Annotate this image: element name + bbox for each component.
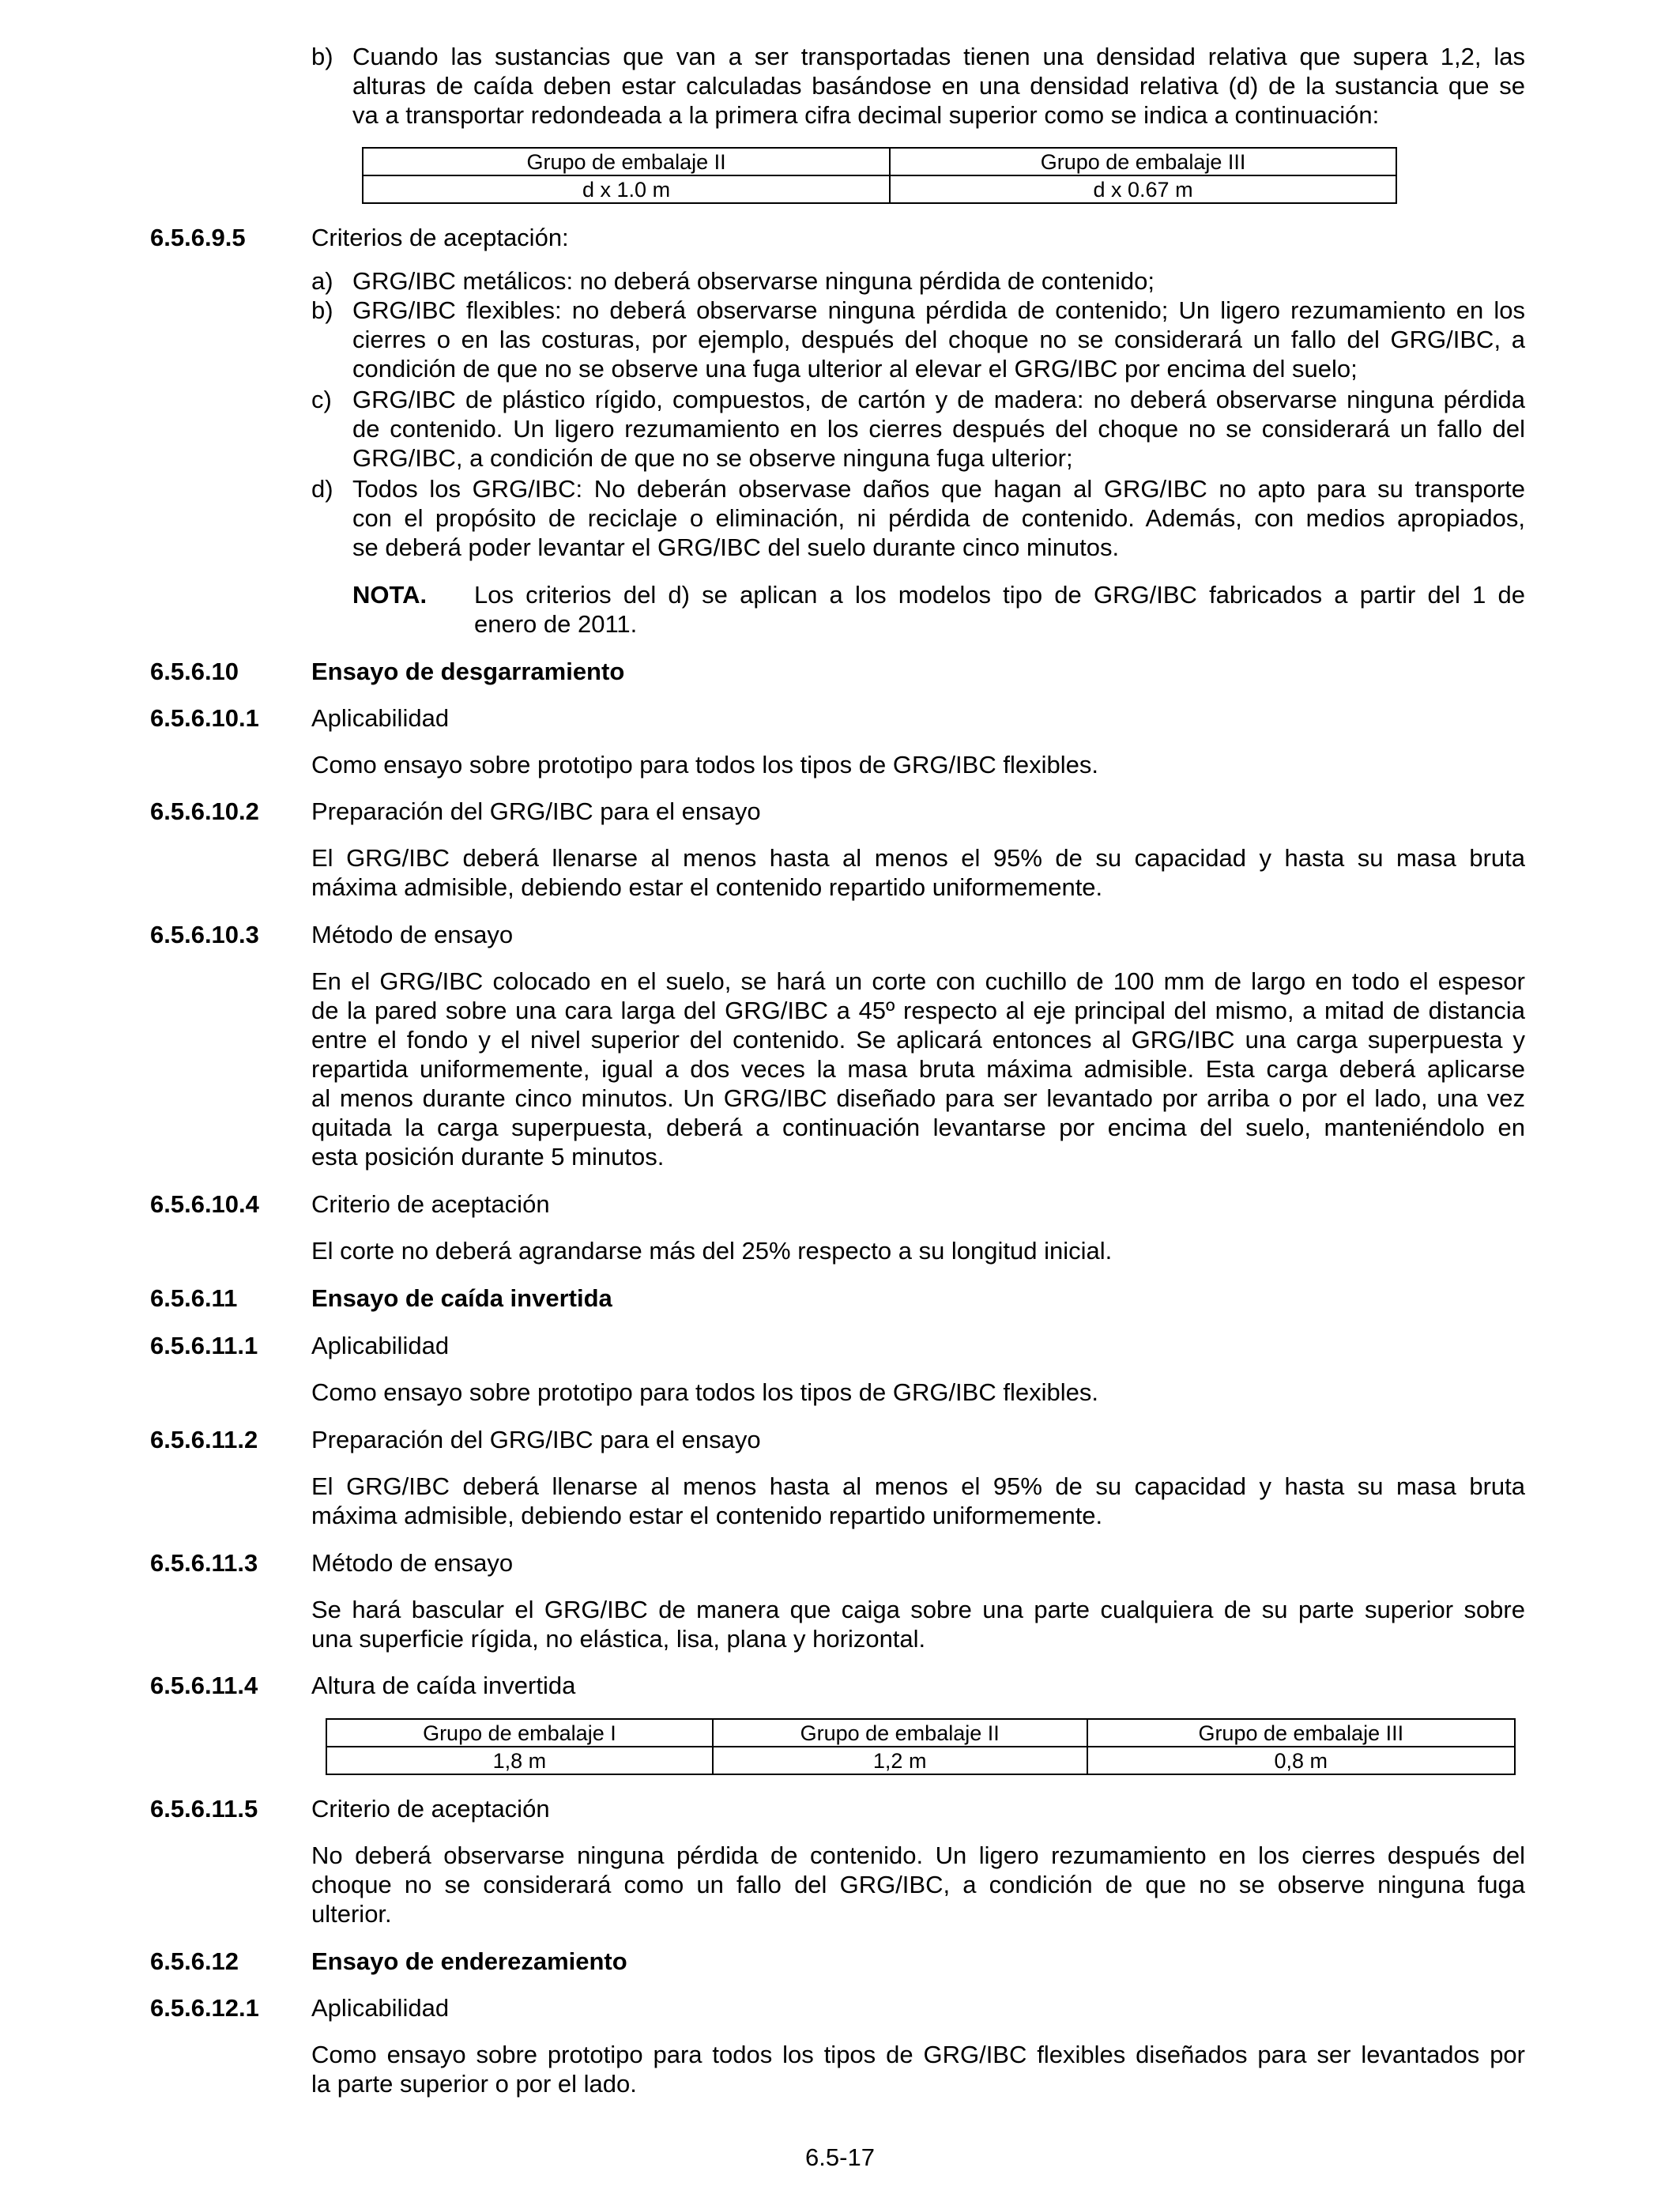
paragraph: No deberá observarse ninguna pérdida de contenido. Un ligero rezumamiento en los cierres después del <box>311 1842 1525 1869</box>
table-header-cell: Grupo de embalaje III <box>1087 1719 1515 1747</box>
list-item-label: d) <box>311 475 333 503</box>
paragraph: esta posición durante 5 minutos. <box>311 1143 665 1171</box>
section-title: Altura de caída invertida <box>311 1672 576 1699</box>
section-number: 6.5.6.10.2 <box>150 797 259 825</box>
section-number: 6.5.6.11.1 <box>150 1332 258 1359</box>
table-header-cell: Grupo de embalaje II <box>713 1719 1087 1747</box>
table-row <box>363 175 1396 203</box>
paragraph: repartida uniformemente, igual a dos veces la masa bruta máxima admisible. Esta carga deberá aplicarse <box>311 1055 1525 1083</box>
paragraph: choque no se considerará como un fallo del GRG/IBC, a condición de que no se observe ninguna fuga <box>311 1871 1525 1898</box>
paragraph: Se hará bascular el GRG/IBC de manera que caiga sobre una parte cualquiera de su parte superior sobre <box>311 1596 1525 1623</box>
section-number: 6.5.6.10.4 <box>150 1190 259 1218</box>
table-cell: 1,8 m <box>326 1747 713 1774</box>
section-title: Criterio de aceptación <box>311 1795 550 1823</box>
section-title: Ensayo de enderezamiento <box>311 1947 627 1975</box>
list-item-label: c) <box>311 386 332 413</box>
section-number: 6.5.6.9.5 <box>150 224 246 251</box>
note-text: enero de 2011. <box>474 610 638 638</box>
table-header-row <box>363 148 1396 175</box>
table-header-cell: Grupo de embalaje II <box>363 148 890 175</box>
intro-item-b-line-2: alturas de caída deben estar calculadas basándose en una densidad relativa (d) de la sustancia que se <box>352 72 1525 100</box>
section-title: Preparación del GRG/IBC para el ensayo <box>311 1426 761 1453</box>
page-number: 6.5-17 <box>805 2143 875 2171</box>
list-item: de contenido. Un ligero rezumamiento en los cierres después del choque no se considerará un fallo del <box>352 415 1525 443</box>
list-item: GRG/IBC metálicos: no deberá observarse ninguna pérdida de contenido; <box>352 267 1155 295</box>
paragraph: ulterior. <box>311 1900 392 1928</box>
list-item: GRG/IBC de plástico rígido, compuestos, de cartón y de madera: no deberá observarse ninguna pérdida <box>352 386 1525 413</box>
list-item-label: a) <box>311 267 333 295</box>
list-item: cierres o en las costuras, por ejemplo, después del choque no se considerará un fallo del GRG/IBC, a <box>352 326 1525 353</box>
section-title: Ensayo de caída invertida <box>311 1284 612 1312</box>
section-number: 6.5.6.10.3 <box>150 921 259 948</box>
table-row <box>326 1747 1515 1774</box>
paragraph: Como ensayo sobre prototipo para todos los tipos de GRG/IBC flexibles diseñados para ser levantados por <box>311 2041 1525 2068</box>
paragraph: máxima admisible, debiendo estar el contenido repartido uniformemente. <box>311 1502 1103 1529</box>
section-title: Aplicabilidad <box>311 704 450 732</box>
section-title: Criterios de aceptación: <box>311 224 569 251</box>
paragraph: El GRG/IBC deberá llenarse al menos hasta al menos el 95% de su capacidad y hasta su masa bruta <box>311 844 1525 872</box>
section-number: 6.5.6.11.2 <box>150 1426 258 1453</box>
paragraph: Como ensayo sobre prototipo para todos los tipos de GRG/IBC flexibles. <box>311 1378 1098 1406</box>
table-cell: d x 0.67 m <box>890 175 1396 203</box>
intro-item-b-line-3: va a transportar redondeada a la primera cifra decimal superior como se indica a continuación: <box>352 101 1380 129</box>
density-drop-table <box>362 147 1397 204</box>
table-header-row <box>326 1719 1515 1747</box>
section-title: Método de ensayo <box>311 1549 514 1577</box>
list-item-label: b) <box>311 296 333 324</box>
paragraph: entre el fondo y el nivel superior del contenido. Se aplicará entonces al GRG/IBC una carga superpuesta y <box>311 1026 1525 1054</box>
paragraph: quitada la carga superpuesta, deberá a continuación levantarse por encima del suelo, manteniéndolo en <box>311 1114 1525 1141</box>
section-number: 6.5.6.11.3 <box>150 1549 258 1577</box>
table-header-cell: Grupo de embalaje III <box>890 148 1396 175</box>
list-item: GRG/IBC, a condición de que no se observe ninguna fuga ulterior; <box>352 444 1073 472</box>
paragraph: Como ensayo sobre prototipo para todos los tipos de GRG/IBC flexibles. <box>311 751 1098 778</box>
note-text: Los criterios del d) se aplican a los modelos tipo de GRG/IBC fabricados a partir del 1 de <box>474 581 1525 609</box>
table-cell: 0,8 m <box>1087 1747 1515 1774</box>
paragraph: una superficie rígida, no elástica, lisa, plana y horizontal. <box>311 1625 926 1653</box>
table-cell: d x 1.0 m <box>363 175 890 203</box>
list-item: GRG/IBC flexibles: no deberá observarse ninguna pérdida de contenido; Un ligero rezumamiento en los <box>352 296 1525 324</box>
list-item: Todos los GRG/IBC: No deberán observase daños que hagan al GRG/IBC no apto para su transporte <box>352 475 1525 503</box>
paragraph: de la pared sobre una cara larga del GRG/IBC a 45º respecto al eje principal del mismo, a mitad de distancia <box>311 997 1525 1024</box>
paragraph: En el GRG/IBC colocado en el suelo, se hará un corte con cuchillo de 100 mm de largo en todo el espesor <box>311 967 1525 995</box>
section-title: Método de ensayo <box>311 921 514 948</box>
note-label: NOTA. <box>352 581 428 609</box>
paragraph: El GRG/IBC deberá llenarse al menos hasta al menos el 95% de su capacidad y hasta su masa bruta <box>311 1472 1525 1500</box>
table-cell: 1,2 m <box>713 1747 1087 1774</box>
section-title: Ensayo de desgarramiento <box>311 658 625 685</box>
section-number: 6.5.6.10 <box>150 658 239 685</box>
section-number: 6.5.6.11.5 <box>150 1795 258 1823</box>
section-number: 6.5.6.10.1 <box>150 704 259 732</box>
section-number: 6.5.6.12.1 <box>150 1994 259 2022</box>
table-header-cell: Grupo de embalaje I <box>326 1719 713 1747</box>
intro-item-b-label: b) <box>311 43 333 70</box>
section-title: Preparación del GRG/IBC para el ensayo <box>311 797 761 825</box>
section-title: Aplicabilidad <box>311 1332 450 1359</box>
list-item: se deberá poder levantar el GRG/IBC del suelo durante cinco minutos. <box>352 533 1120 561</box>
list-item: condición de que no se observe una fuga ulterior al elevar el GRG/IBC por encima del suelo; <box>352 355 1358 383</box>
inverted-drop-height-table <box>326 1718 1516 1775</box>
section-number: 6.5.6.11 <box>150 1284 238 1312</box>
intro-item-b-line-1: Cuando las sustancias que van a ser transportadas tienen una densidad relativa que supera 1,2, las <box>352 43 1525 70</box>
paragraph: la parte superior o por el lado. <box>311 2070 637 2098</box>
list-item: con el propósito de reciclaje o eliminación, ni pérdida de contenido. Además, con medios apropiados, <box>352 504 1525 532</box>
section-number: 6.5.6.11.4 <box>150 1672 258 1699</box>
section-number: 6.5.6.12 <box>150 1947 239 1975</box>
section-title: Criterio de aceptación <box>311 1190 550 1218</box>
paragraph: máxima admisible, debiendo estar el contenido repartido uniformemente. <box>311 873 1103 901</box>
paragraph: al menos durante cinco minutos. Un GRG/IBC diseñado para ser levantado por arriba o por el lado, una vez <box>311 1084 1525 1112</box>
paragraph: El corte no deberá agrandarse más del 25% respecto a su longitud inicial. <box>311 1237 1113 1265</box>
section-title: Aplicabilidad <box>311 1994 450 2022</box>
